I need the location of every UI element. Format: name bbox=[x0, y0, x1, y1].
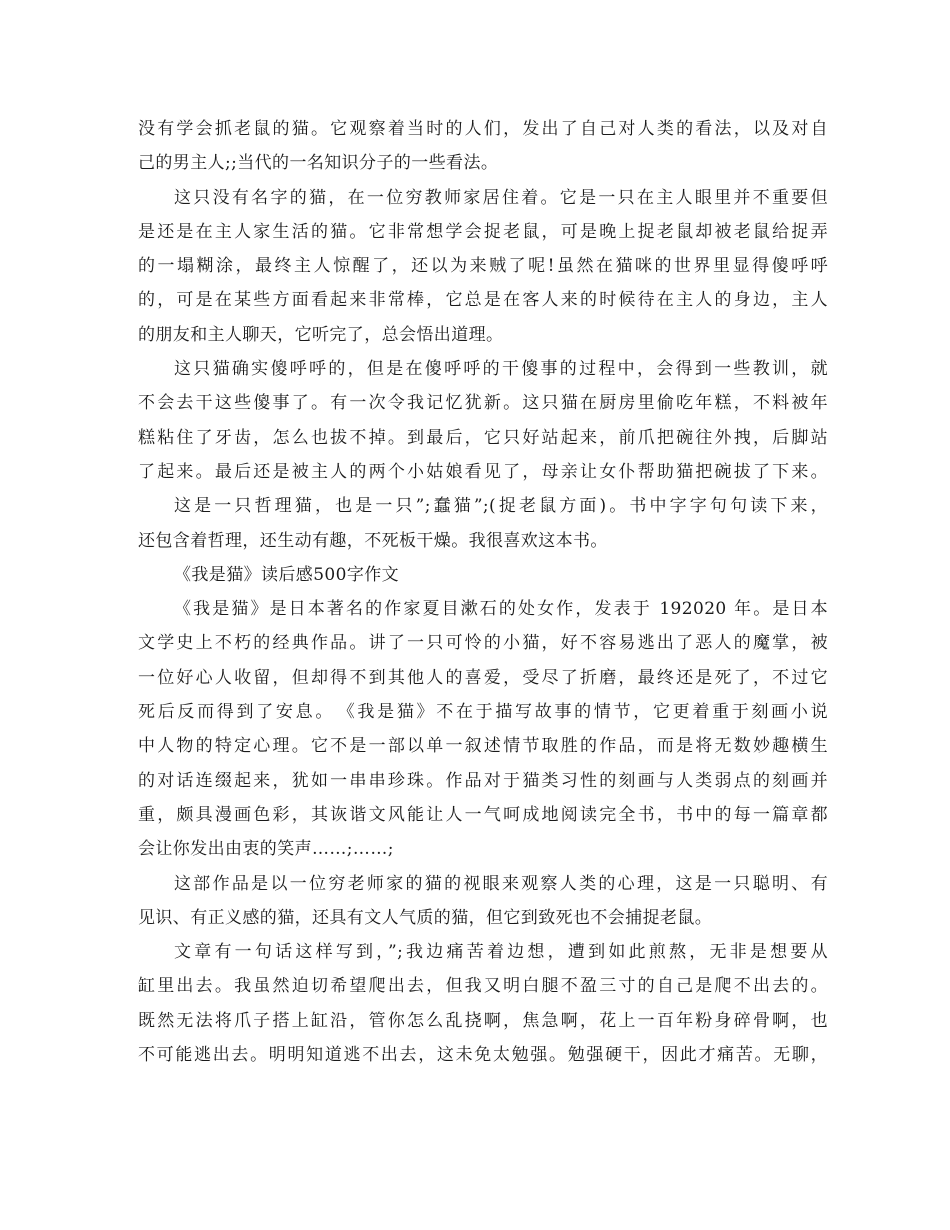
text-line: 不可能逃出去。明明知道逃不出去，这未免太勉强。勉强硬干，因此才痛苦。无聊， bbox=[138, 1045, 828, 1066]
text-line: 的朋友和主人聊天，它听完了，总会悟出道理。 bbox=[138, 324, 504, 345]
text-line: 没有学会抓老鼠的猫。它观察着当时的人们，发出了自己对人类的看法，以及对自 bbox=[138, 119, 828, 139]
text-line: 文学史上不朽的经典作品。讲了一只可怜的小猫，好不容易逃出了恶人的魔掌，被 bbox=[138, 633, 828, 654]
text-line: 还包含着哲理，还生动有趣，不死板干燥。我很喜欢这本书。 bbox=[138, 530, 608, 551]
text-line: 中人物的特定心理。它不是一部以单一叙述情节取胜的作品，而是将无数妙趣横生 bbox=[138, 736, 828, 757]
text-line: 不会去干这些傻事了。有一次令我记忆犹新。这只猫在厨房里偷吃年糕，不料被年 bbox=[138, 393, 828, 414]
text-line: 文章有一句话这样写到，”;我边痛苦着边想，遭到如此煎熬，无非是想要从 bbox=[174, 942, 828, 963]
text-line: 这是一只哲理猫，也是一只”;蠢猫”;(捉老鼠方面)。书中字字句句读下来， bbox=[174, 496, 828, 517]
text-line: 重，颇具漫画色彩，其诙谐文风能让人一气呵成地阅读完全书，书中的每一篇章都 bbox=[138, 804, 828, 825]
text-line: 是还是在主人家生活的猫。它非常想学会捉老鼠，可是晚上捉老鼠却被老鼠给捉弄 bbox=[138, 221, 828, 242]
text-line: 一位好心人收留，但却得不到其他人的喜爱，受尽了折磨，最终还是死了，不过它 bbox=[138, 667, 828, 688]
text-line: 了起来。最后还是被主人的两个小姑娘看见了，母亲让女仆帮助猫把碗拔了下来。 bbox=[138, 461, 828, 482]
text-line: 糕粘住了牙齿，怎么也拔不掉。到最后，它只好站起来，前爪把碗往外拽，后脚站 bbox=[138, 427, 828, 448]
text-line: 《我是猫》读后感500字作文 bbox=[174, 564, 400, 585]
text-line: 这部作品是以一位穷老师家的猫的视眼来观察人类的心理，这是一只聪明、有 bbox=[174, 873, 828, 894]
text-line: 的一塌糊涂，最终主人惊醒了，还以为来贼了呢!虽然在猫咪的世界里显得傻呼呼 bbox=[138, 256, 828, 277]
text-line: 的，可是在某些方面看起来非常棒，它总是在客人来的时候待在主人的身边，主人 bbox=[138, 290, 828, 311]
text-line: 的对话连缀起来，犹如一串串珍珠。作品对于猫类习性的刻画与人类弱点的刻画并 bbox=[138, 770, 828, 791]
text-line: 死后反而得到了安息。 《我是猫》不在于描写故事的情节，它更着重于刻画小说 bbox=[138, 702, 828, 723]
text-line: 既然无法将爪子搭上缸沿，管你怎么乱挠啊，焦急啊，花上一百年粉身碎骨啊，也 bbox=[138, 1010, 828, 1031]
text-line: 见识、有正义感的猫，还具有文人气质的猫，但它到致死也不会捕捉老鼠。 bbox=[138, 907, 713, 928]
text-line: 这只没有名字的猫，在一位穷教师家居住着。它是一只在主人眼里并不重要但 bbox=[174, 187, 828, 208]
text-line: 《我是猫》是日本著名的作家夏目漱石的处女作，发表于 192020 年。是日本 bbox=[174, 599, 828, 620]
text-line: 会让你发出由衷的笑声……;……; bbox=[138, 839, 394, 860]
text-line: 缸里出去。我虽然迫切希望爬出去，但我又明白腿不盈三寸的自己是爬不出去的。 bbox=[138, 976, 828, 997]
text-line: 己的男主人;;当代的一名知识分子的一些看法。 bbox=[138, 153, 499, 174]
document-body bbox=[138, 112, 828, 1072]
text-line: 这只猫确实傻呼呼的，但是在傻呼呼的干傻事的过程中，会得到一些教训，就 bbox=[174, 359, 828, 380]
